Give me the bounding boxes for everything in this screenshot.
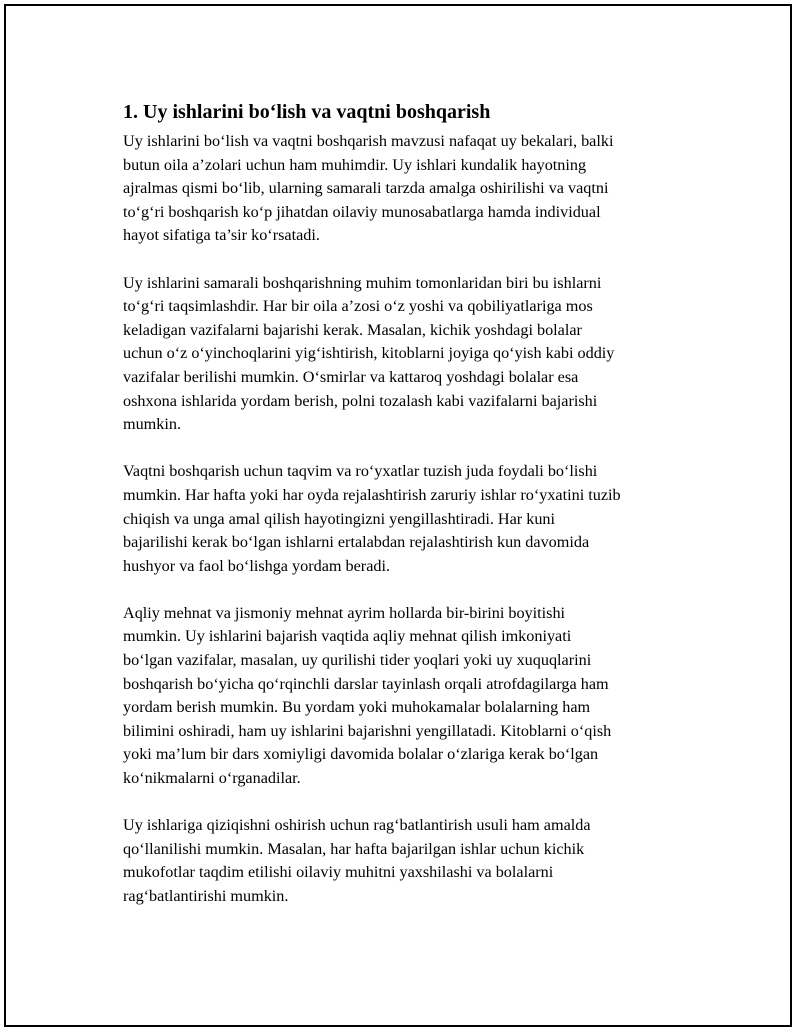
text-line: bo‘lgan vazifalar, masalan, uy qurilishi tider yoqlari yoki uy xuquqlarini bbox=[123, 651, 592, 670]
text-line: ajralmas qismi bo‘lib, ularning samarali tarzda amalga oshirilishi va vaqtni bbox=[123, 179, 609, 198]
text-line: mumkin. Har hafta yoki har oyda rejalashtirish zaruriy ishlar ro‘yxatini tuzib bbox=[123, 485, 621, 504]
text-line: qo‘llanilishi mumkin. Masalan, har hafta bajarilgan ishlar uchun kichik bbox=[123, 839, 585, 858]
paragraph-3 bbox=[123, 460, 703, 578]
text-line: boshqarish bo‘yicha qo‘rqinchli darslar tayinlash orqali atrofdagilarga ham bbox=[123, 674, 609, 693]
text-line: to‘g‘ri taqsimlashdir. Har bir oila a’zosi o‘z yoshi va qobiliyatlariga mos bbox=[123, 297, 593, 316]
text-line: to‘g‘ri boshqarish ko‘p jihatdan oilaviy munosabatlarga hamda individual bbox=[123, 202, 601, 221]
text-line: Uy ishlariga qiziqishni oshirish uchun rag‘batlantirish usuli ham amalda bbox=[123, 816, 591, 835]
text-line: uchun o‘z o‘yinchoqlarini yig‘ishtirish, kitoblarni joyiga qo‘yish kabi oddiy bbox=[123, 344, 615, 363]
section-heading: 1. Uy ishlarini bo‘lish va vaqtni boshqarish bbox=[123, 101, 491, 123]
text-line: keladigan vazifalarni bajarishi kerak. Masalan, kichik yoshdagi bolalar bbox=[123, 320, 582, 339]
text-line: yordam berish mumkin. Bu yordam yoki muhokamalar bolalarning ham bbox=[123, 698, 591, 717]
paragraph-5 bbox=[123, 814, 703, 908]
text-line: ko‘nikmalarni o‘rganadilar. bbox=[123, 769, 301, 788]
page-frame bbox=[4, 4, 792, 1027]
text-line: bajarilishi kerak bo‘lgan ishlarni ertalabdan rejalashtirish kun davomida bbox=[123, 533, 590, 552]
text-line: bilimini oshiradi, ham uy ishlarini bajarishni yengillatadi. Kitoblarni o‘qish bbox=[123, 721, 612, 740]
paragraph-1 bbox=[123, 130, 703, 248]
text-line: mukofotlar taqdim etilishi oilaviy muhitni yaxshilashi va bolalarni bbox=[123, 863, 554, 882]
text-line: mumkin. Uy ishlarini bajarish vaqtida aqliy mehnat qilish imkoniyati bbox=[123, 627, 572, 646]
text-line: oshxona ishlarida yordam berish, polni tozalash kabi vazifalarni bajarishi bbox=[123, 391, 598, 410]
text-line: mumkin. bbox=[123, 415, 182, 434]
text-line: Aqliy mehnat va jismoniy mehnat ayrim hollarda bir-birini boyitishi bbox=[123, 603, 566, 622]
text-line: butun oila a’zolari uchun ham muhimdir. Uy ishlari kundalik hayotning bbox=[123, 155, 587, 174]
text-line: hushyor va faol bo‘lishga yordam beradi. bbox=[123, 556, 391, 575]
text-line: rag‘batlantirishi mumkin. bbox=[123, 887, 289, 905]
paragraph-4 bbox=[123, 602, 703, 791]
text-line: chiqish va unga amal qilish hayotingizni yengillashtiradi. Har kuni bbox=[123, 509, 556, 528]
text-line: Vaqtni boshqarish uchun taqvim va ro‘yxatlar tuzish juda foydali bo‘lishi bbox=[123, 462, 598, 481]
text-line: Uy ishlarini samarali boshqarishning muhim tomonlaridan biri bu ishlarni bbox=[123, 273, 602, 292]
text-line: hayot sifatiga ta’sir ko‘rsatadi. bbox=[123, 226, 320, 245]
paragraph-2 bbox=[123, 272, 703, 437]
text-line: yoki ma’lum bir dars xomiyligi davomida bolalar o‘zlariga kerak bo‘lgan bbox=[123, 745, 599, 764]
text-line: vazifalar berilishi mumkin. O‘smirlar va kattaroq yoshdagi bolalar esa bbox=[123, 367, 579, 386]
text-line: Uy ishlarini bo‘lish va vaqtni boshqarish mavzusi nafaqat uy bekalari, balki bbox=[123, 132, 614, 150]
document-content bbox=[123, 98, 703, 932]
